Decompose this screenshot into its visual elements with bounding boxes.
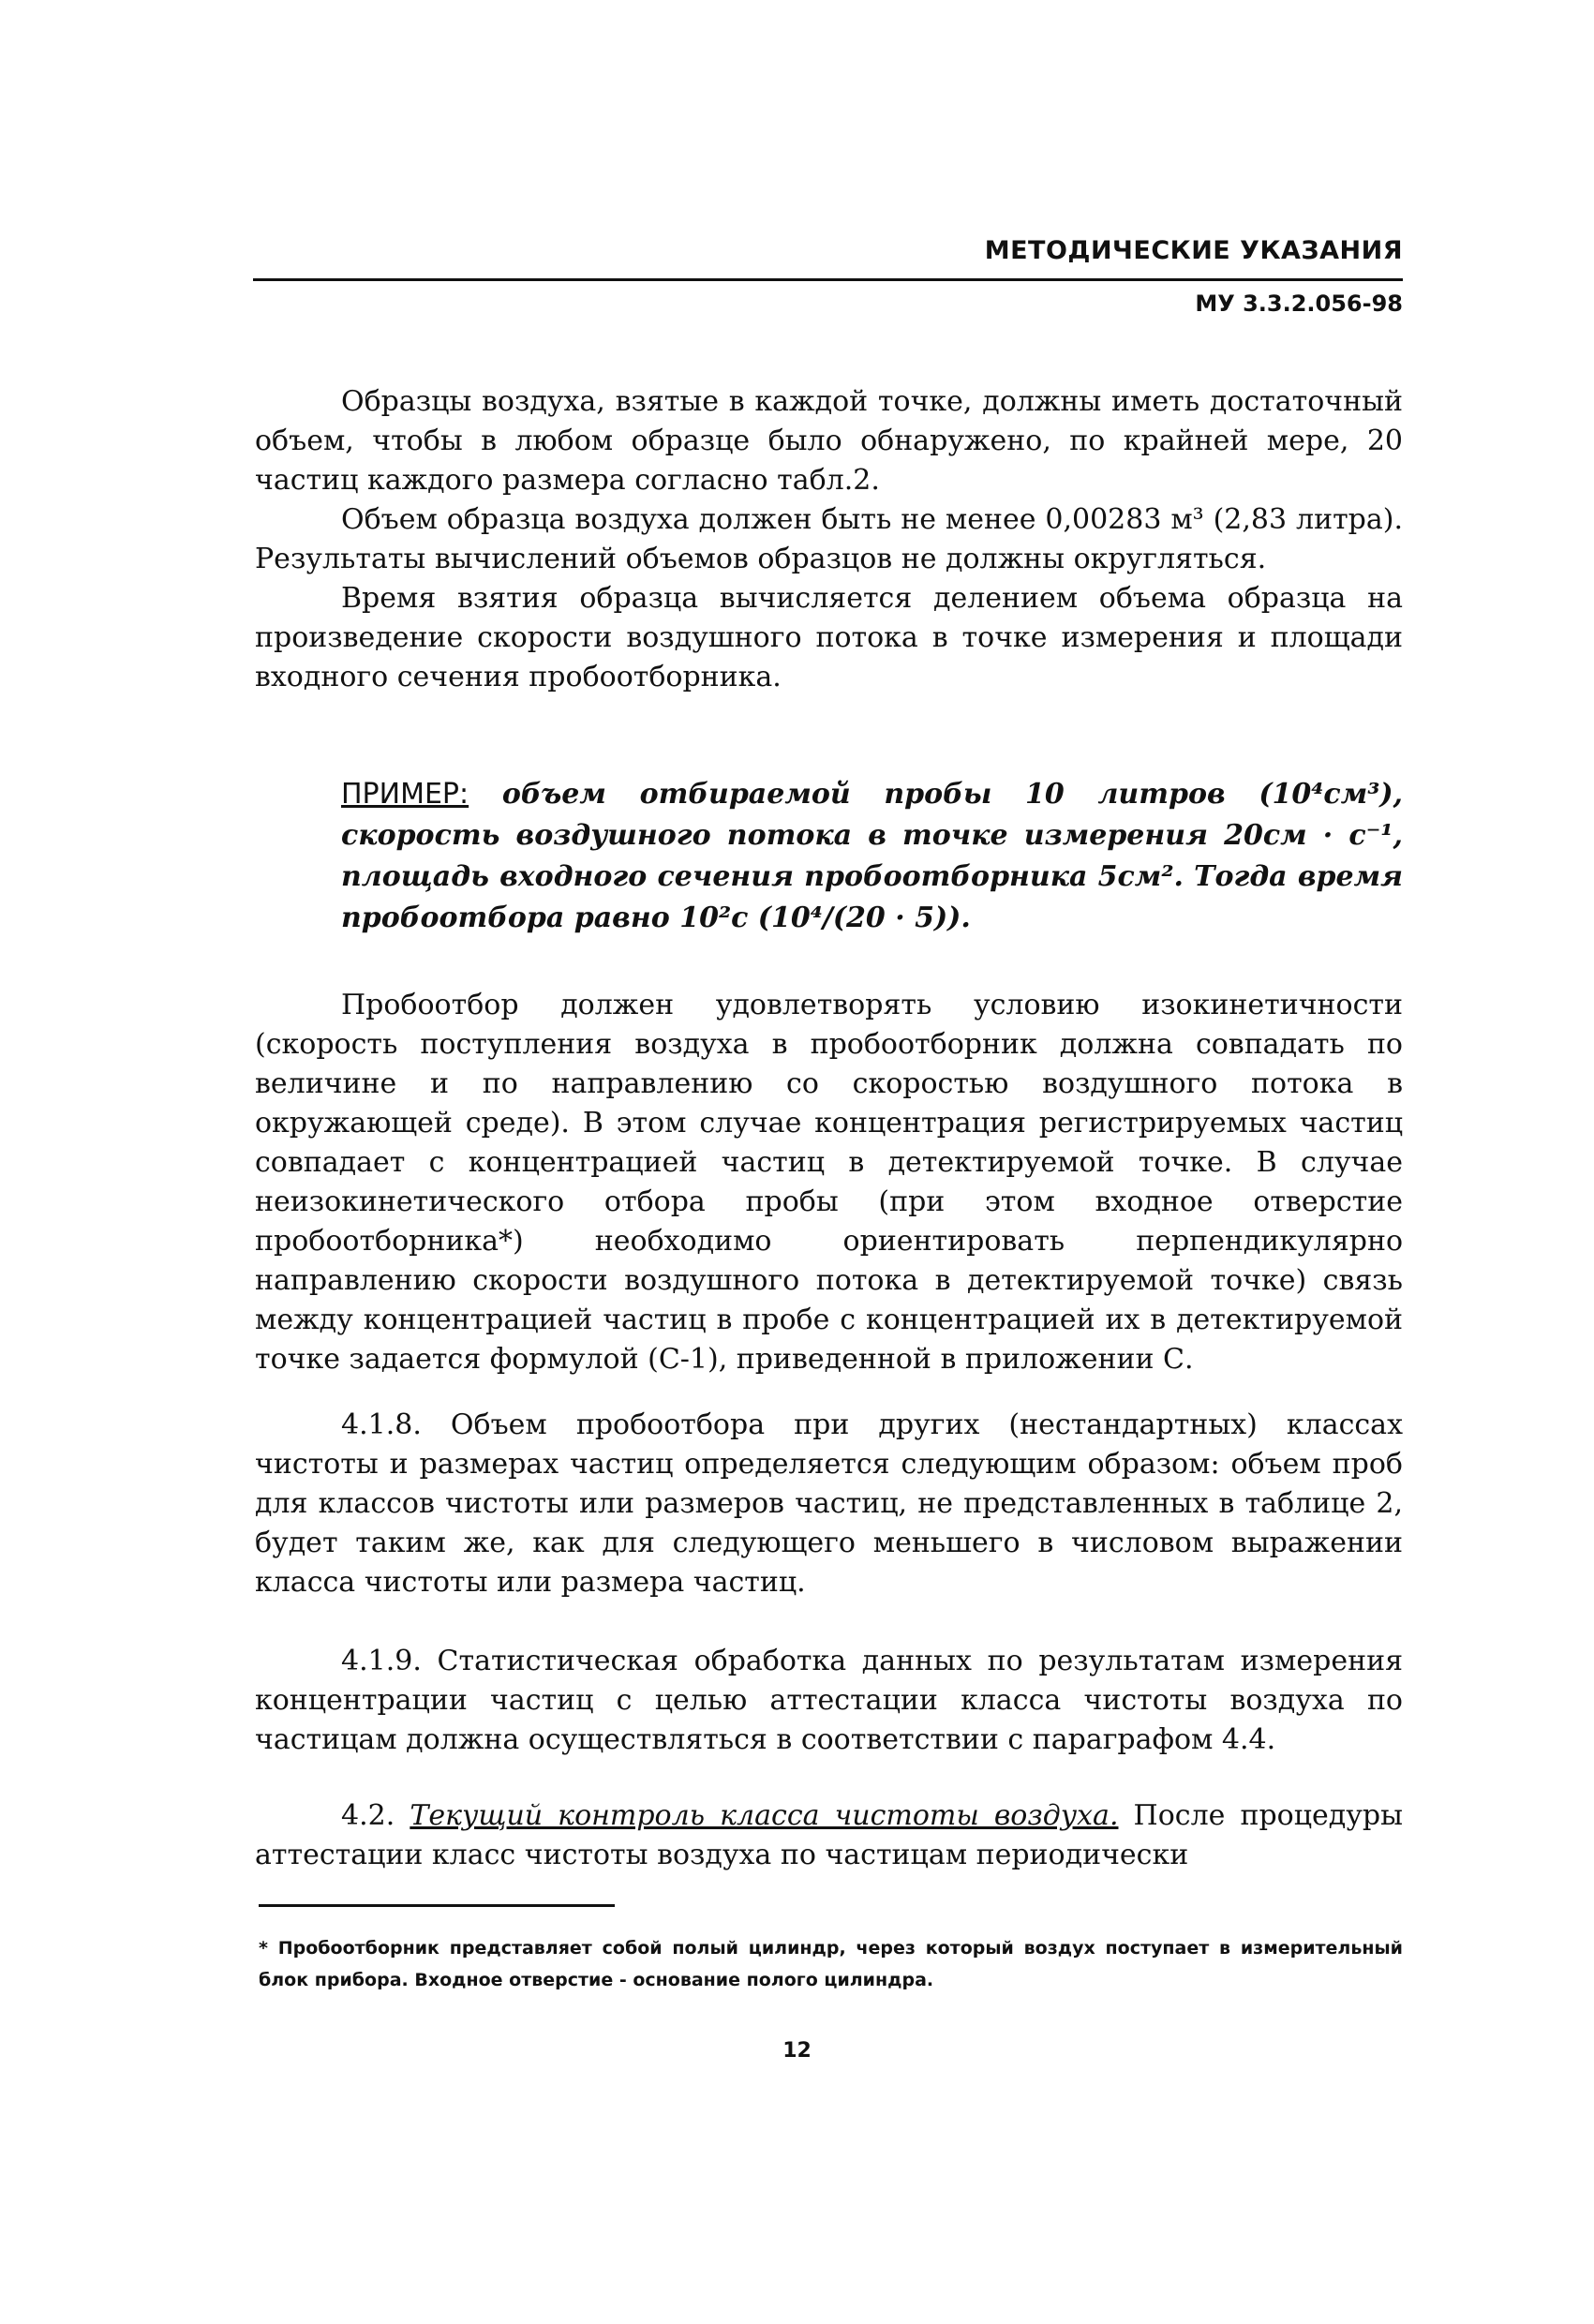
section-text: После процедуры аттестации класс чистоты воздуха по частицам периодически (255, 1799, 1403, 1871)
paragraph-4-2 (255, 1796, 1403, 1875)
footnote: * Пробоотборник представляет собой полый цилиндр, через который воздух поступает в измерительный блок прибора. Входное отверстие - основание полого цилиндра. (259, 1938, 1403, 1990)
footnote-divider (259, 1904, 615, 1907)
document-series-title: МЕТОДИЧЕСКИЕ УКАЗАНИЯ (984, 236, 1403, 265)
page-number: 12 (782, 2039, 812, 2063)
header-divider (253, 278, 1403, 281)
body-block-5 (255, 1796, 1403, 1875)
section-number: 4.2. (341, 1799, 410, 1832)
paragraph-sampling-time: Время взятия образца вычисляется делением объема образца на произведение скорости воздушного потока в точке измерения и площади входного сечения пробоотборника. (255, 582, 1403, 693)
document-code: МУ 3.3.2.056-98 (1195, 290, 1403, 317)
body-block-1 (255, 382, 1403, 697)
example-block (341, 774, 1403, 939)
example-text: объем отбираемой пробы 10 литров (10⁴см³), скорость воздушного потока в точке измерения 20см · с⁻¹, площадь входного сечения пробоотборника 5см². Тогда время пробоотбора равно 10²с (10⁴/(20 · 5)). (341, 778, 1403, 934)
section-heading: Текущий контроль класса чистоты воздуха. (410, 1799, 1119, 1832)
paragraph-4-1-9: 4.1.9. Статистическая обработка данных по результатам измерения концентрации частиц с целью аттестации класса чистоты воздуха по частицам должна осуществляться в соответствии с параграфом 4.4. (255, 1645, 1403, 1756)
body-block-2 (255, 986, 1403, 1379)
paragraph-sample-volume: Образцы воздуха, взятые в каждой точке, должны иметь достаточный объем, чтобы в любом образце было обнаружено, по крайней мере, 20 частиц каждого размера согласно табл.2. (255, 385, 1403, 497)
paragraph-min-volume: Объем образца воздуха должен быть не менее 0,00283 м³ (2,83 литра). Результаты вычислений объемов образцов не должны округляться. (255, 503, 1403, 575)
paragraph-4-1-8: 4.1.8. Объем пробоотбора при других (нестандартных) классах чистоты и размерах частиц определяется следующим образом: объем проб для классов чистоты или размеров частиц, не представленных в таблице 2, будет таким же, как для следующего меньшего в числовом выражении класса чистоты или размера частиц. (255, 1408, 1403, 1599)
body-block-3 (255, 1406, 1403, 1602)
paragraph-isokinetic: Пробоотбор должен удовлетворять условию изокинетичности (скорость поступления воздуха в пробоотборник должна совпадать по величине и по направлению со скоростью воздушного потока в окружающей среде). В этом случае концентрация регистрируемых частиц совпадает с концентрацией частиц в детектируемой точке. В случае неизокинетического отбора пробы (при этом входное отверстие пробоотборника*) необходимо ориентировать перпендикулярно направлению скорости воздушного потока в детектируемой точке) связь между концентрацией частиц в пробе с концентрацией их в детектируемой точке задается формулой (С-1), приведенной в приложении С. (255, 989, 1403, 1376)
example-label: ПРИМЕР: (341, 778, 469, 811)
body-block-4 (255, 1642, 1403, 1760)
